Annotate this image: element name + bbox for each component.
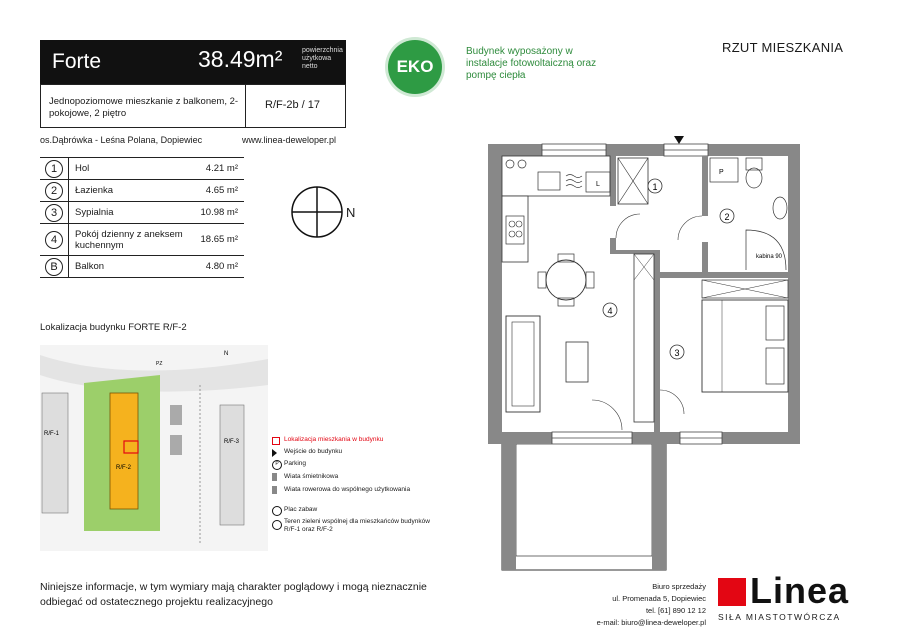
wall-south-mid	[632, 432, 680, 444]
room-area: 4.21 m²	[195, 158, 244, 180]
office-title: Biuro sprzedaży	[652, 582, 706, 591]
room-name: Sypialnia	[69, 202, 196, 224]
room-number: 2	[45, 182, 63, 200]
balcony-plan	[500, 444, 670, 572]
building-rf3	[220, 405, 244, 525]
room-number: 1	[45, 160, 63, 178]
entrance-icon	[272, 449, 277, 457]
parking-icon: P	[272, 460, 282, 470]
legend-item: Parking	[284, 460, 307, 467]
bike-shelter-icon	[272, 486, 277, 494]
floor-plan	[470, 130, 810, 460]
label-rf2: R/F-2	[116, 465, 131, 471]
table-row	[40, 256, 244, 278]
room-area: 4.80 m²	[195, 256, 244, 278]
table-row	[40, 158, 244, 180]
room-area: 4.65 m²	[195, 180, 244, 202]
divider	[245, 85, 246, 128]
plan-title: RZUT MIESZKANIA	[722, 40, 844, 55]
apartment-subheader	[40, 84, 346, 128]
site-plan-map	[40, 345, 268, 551]
building-name: Forte	[52, 50, 102, 73]
brand-name: Linea	[750, 570, 850, 611]
label-pz: PZ	[156, 361, 163, 367]
legend-item: Wiata śmietnikowa	[284, 473, 339, 480]
office-address: ul. Promenada 5, Dopiewiec	[612, 594, 706, 603]
eko-badge: EKO	[388, 40, 442, 94]
disclaimer-line: odbiegać od ostatecznego projektu realizacyjnego	[40, 596, 273, 608]
apartment-code: R/F-2b / 17	[265, 99, 321, 111]
apartment-area: 38.49m²	[198, 46, 283, 72]
label-rf1: R/F-1	[44, 431, 59, 437]
trash-shelter-icon	[272, 473, 277, 481]
apartment-header	[40, 40, 346, 84]
entrance-arrow-icon	[674, 136, 684, 144]
site-plan-title: Lokalizacja budynku FORTE R/F-2	[40, 322, 187, 333]
room-label-3: 3	[674, 348, 680, 358]
disclaimer-line: Niniejsze informacje, w tym wymiary mają charakter poglądowy i mogą nieznacznie	[40, 581, 427, 593]
room-area: 10.98 m²	[195, 202, 244, 224]
table-row	[40, 224, 244, 256]
playground-icon	[272, 506, 282, 516]
room-label-4: 4	[607, 306, 613, 316]
label-north: N	[224, 351, 229, 357]
apartment-description: Jednopoziomowe mieszkanie z balkonem, 2-pokojowe, 2 piętro	[49, 96, 239, 119]
disclaimer	[40, 580, 427, 610]
wall-east	[788, 144, 800, 444]
logo-mark-icon	[718, 578, 746, 606]
marker-square-icon	[272, 437, 280, 445]
legend-item: Wiata rowerowa do wspólnego użytkowania	[284, 486, 411, 493]
room-name: Balkon	[69, 256, 196, 278]
shower-label: kabina 90	[756, 254, 783, 260]
compass-icon	[290, 185, 344, 239]
rooms-table	[40, 157, 244, 278]
room-name: Łazienka	[69, 180, 196, 202]
wall-west	[488, 152, 502, 444]
table-row	[40, 180, 244, 202]
wall-south-left	[488, 432, 552, 444]
label-rf3: R/F-3	[224, 439, 239, 445]
wall-south-right	[722, 432, 800, 444]
legend-item: Wejście do budynku	[284, 448, 343, 455]
area-note: powierzchnia użytkowa netto	[302, 47, 343, 70]
brand-tagline: SIŁA MIASTOTWÓRCZA	[718, 612, 841, 622]
compass-north-label: N	[346, 205, 356, 220]
building-rf1	[42, 393, 68, 513]
room-name: Pokój dzienny z aneksem kuchennym	[69, 224, 196, 256]
brand-logo	[718, 570, 868, 626]
legend-item: Plac zabaw	[284, 506, 318, 513]
room-number: B	[45, 258, 63, 276]
office-email[interactable]: e-mail: biuro@linea-deweloper.pl	[596, 618, 706, 627]
site-legend	[272, 436, 452, 546]
sales-office	[560, 581, 706, 629]
legend-item: Teren zieleni wspólnej dla mieszkańców budynków R/F-1 oraz R/F-2	[284, 518, 430, 533]
table-row	[40, 202, 244, 224]
office-phone: tel. [61] 890 12 12	[645, 606, 706, 615]
website-link[interactable]: www.linea-deweloper.pl	[242, 135, 337, 145]
room-name: Hol	[69, 158, 196, 180]
room-area: 18.65 m²	[195, 224, 244, 256]
wall-north	[488, 144, 798, 156]
eko-text: Budynek wyposażony w instalacje fotowoltaiczną oraz pompę ciepła	[466, 46, 597, 81]
washer-label: P	[719, 169, 724, 176]
room-number: 4	[45, 231, 63, 249]
green-area-icon	[272, 520, 282, 530]
location-text: os.Dąbrówka - Leśna Polana, Dopiewiec	[40, 135, 203, 145]
room-number: 3	[45, 204, 63, 222]
room-label-1: 1	[652, 182, 658, 192]
room-label-2: 2	[724, 212, 730, 222]
legend-item: Lokalizacja mieszkania w budynku	[284, 436, 384, 443]
fridge-label: L	[596, 181, 600, 188]
